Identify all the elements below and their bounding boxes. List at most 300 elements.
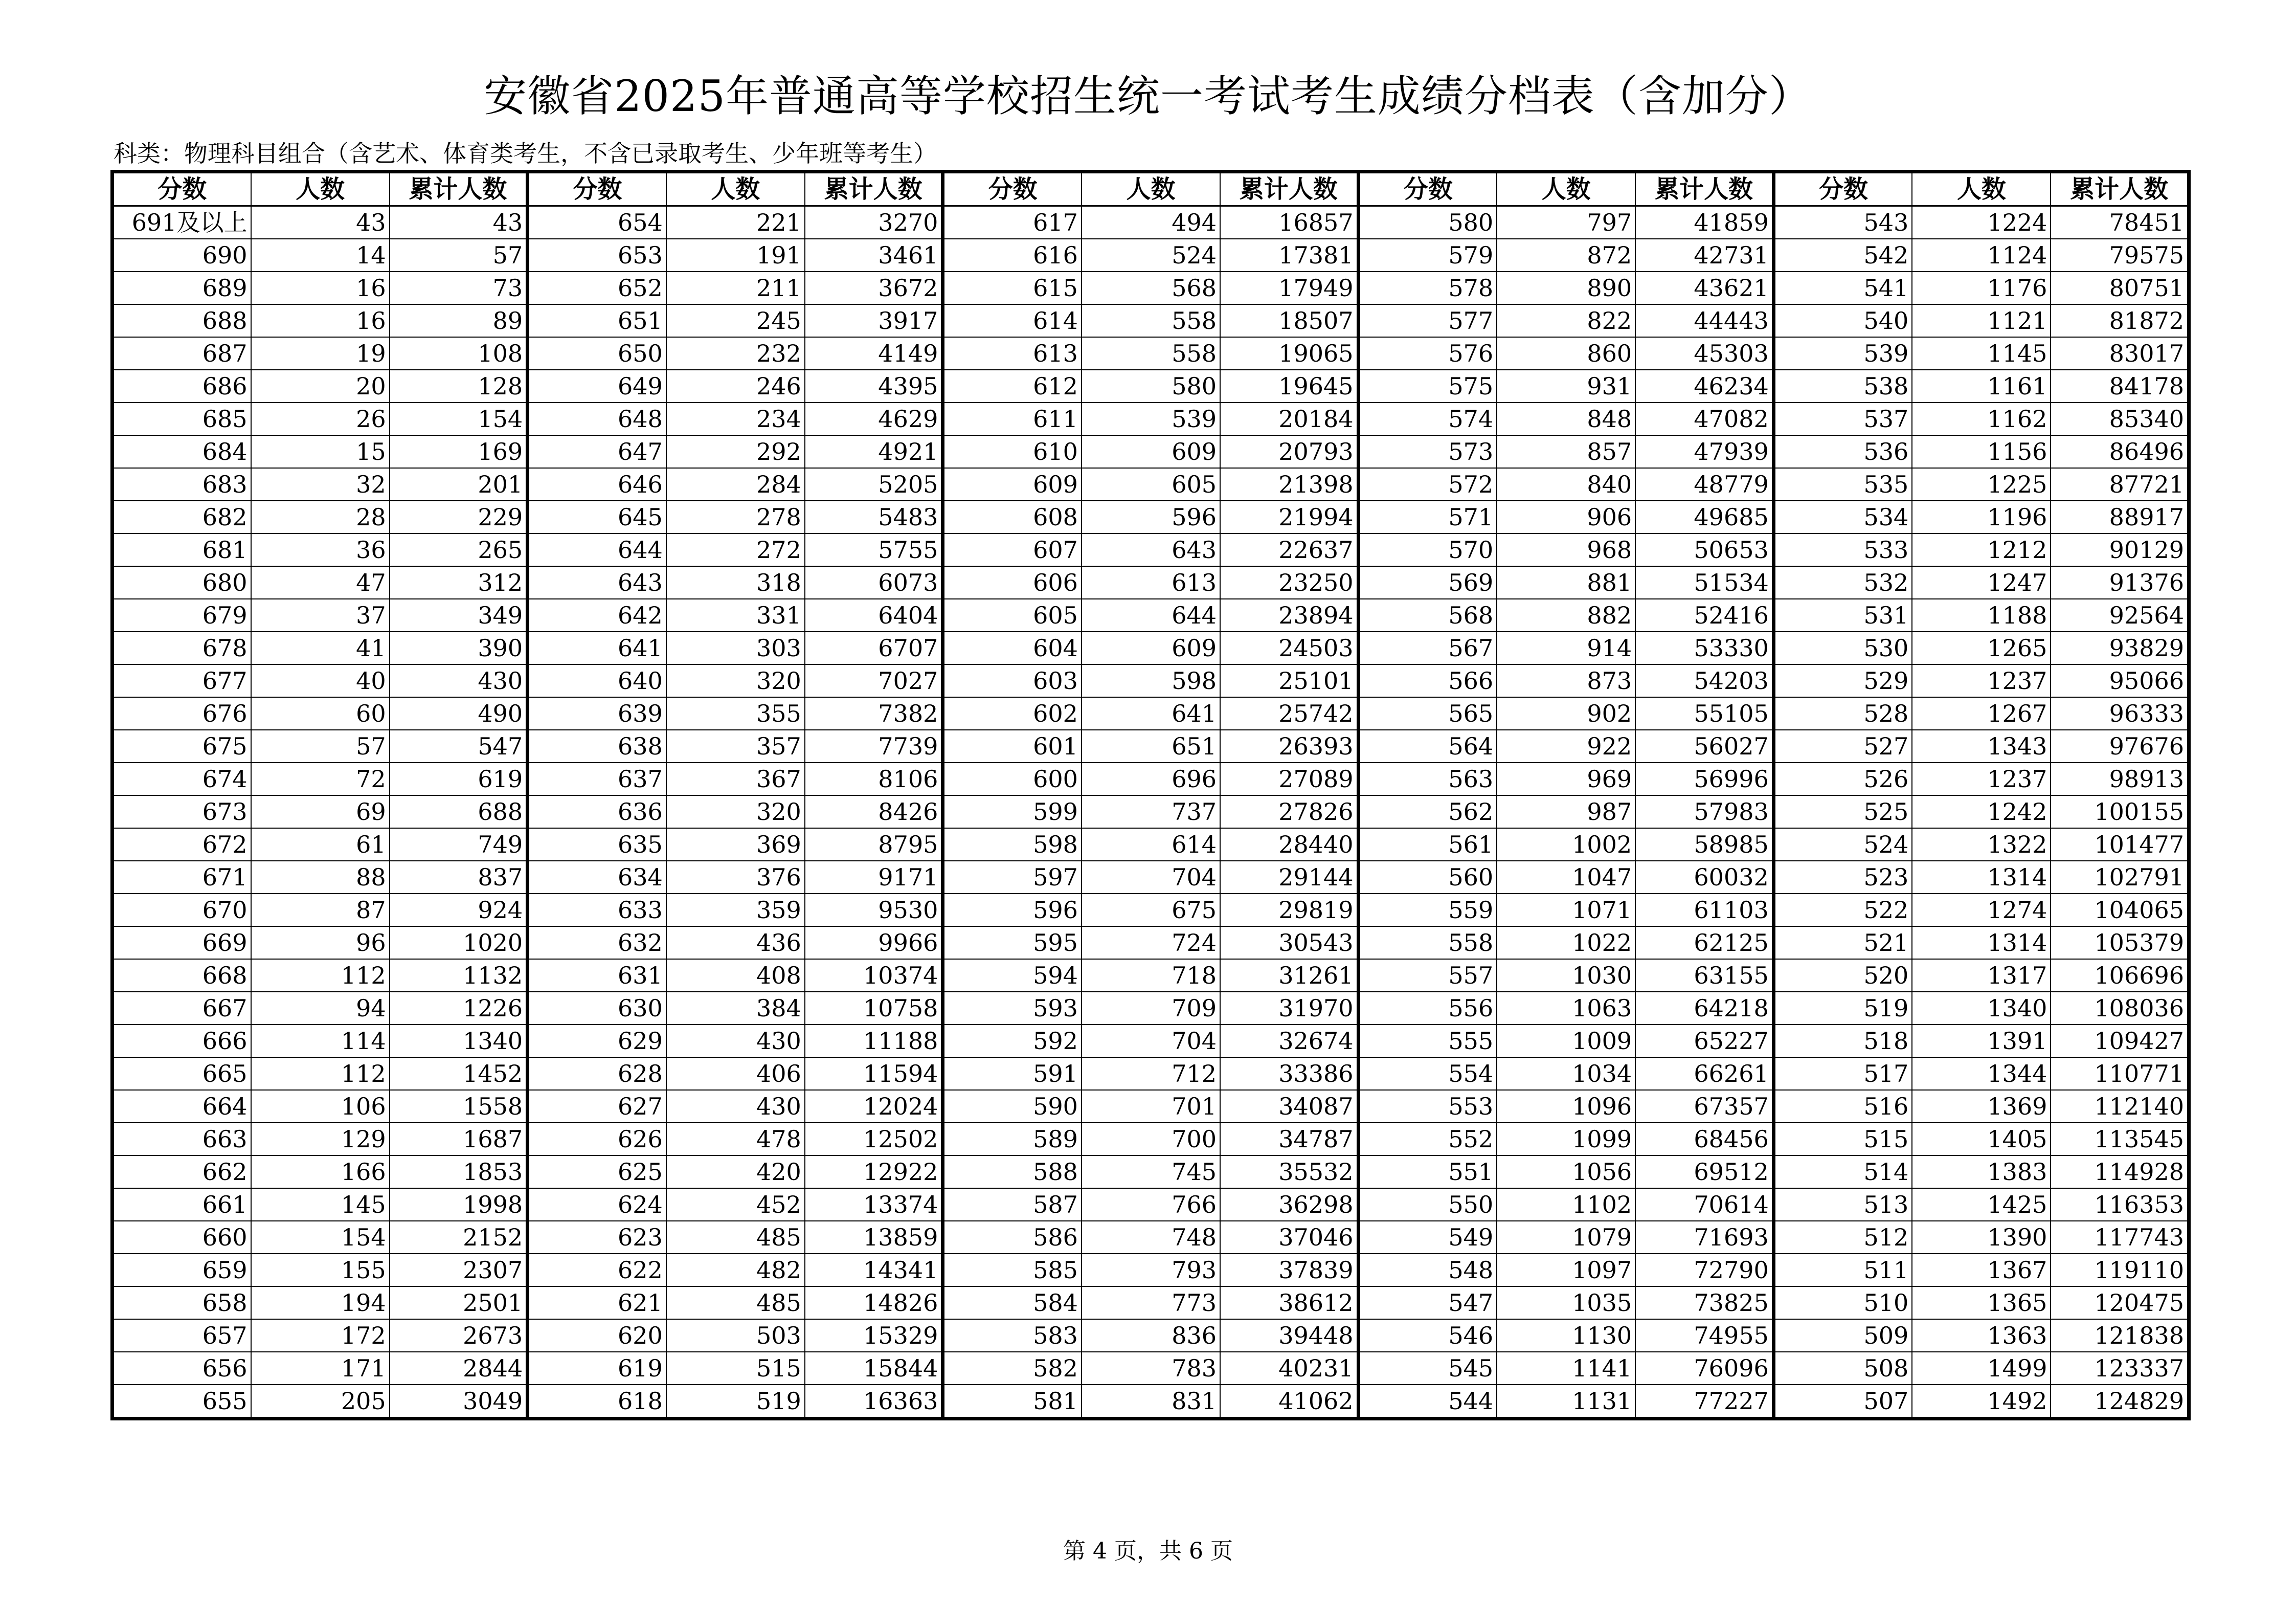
cumulative-cell: 5205 xyxy=(805,468,943,501)
cumulative-cell: 490 xyxy=(390,697,528,730)
count-cell: 478 xyxy=(666,1123,805,1155)
score-cell: 522 xyxy=(1773,894,1912,926)
cumulative-cell: 201 xyxy=(390,468,528,501)
score-cell: 577 xyxy=(1358,304,1497,337)
count-cell: 40 xyxy=(251,664,390,697)
header-cumulative: 累计人数 xyxy=(805,172,943,206)
cumulative-cell: 61103 xyxy=(1635,894,1773,926)
cumulative-cell: 73 xyxy=(390,272,528,304)
score-cell: 651 xyxy=(528,304,666,337)
score-cell: 567 xyxy=(1358,632,1497,664)
count-cell: 36 xyxy=(251,533,390,566)
score-cell: 649 xyxy=(528,370,666,403)
score-cell: 530 xyxy=(1773,632,1912,664)
count-cell: 1247 xyxy=(1912,566,2051,599)
cumulative-cell: 12502 xyxy=(805,1123,943,1155)
count-cell: 47 xyxy=(251,566,390,599)
count-cell: 87 xyxy=(251,894,390,926)
score-cell: 673 xyxy=(112,795,251,828)
count-cell: 155 xyxy=(251,1254,390,1286)
score-cell: 601 xyxy=(943,730,1082,763)
score-cell: 565 xyxy=(1358,697,1497,730)
table-row xyxy=(112,730,2189,763)
score-cell: 687 xyxy=(112,337,251,370)
cumulative-cell: 41062 xyxy=(1220,1385,1358,1419)
cumulative-cell: 73825 xyxy=(1635,1286,1773,1319)
cumulative-cell: 83017 xyxy=(2051,337,2189,370)
table-row xyxy=(112,894,2189,926)
cumulative-cell: 16857 xyxy=(1220,206,1358,239)
count-cell: 704 xyxy=(1082,1025,1220,1057)
count-cell: 696 xyxy=(1082,763,1220,795)
table-row xyxy=(112,632,2189,664)
cumulative-cell: 1998 xyxy=(390,1188,528,1221)
cumulative-cell: 12922 xyxy=(805,1155,943,1188)
score-cell: 604 xyxy=(943,632,1082,664)
count-cell: 524 xyxy=(1082,239,1220,272)
score-cell: 557 xyxy=(1358,959,1497,992)
score-cell: 534 xyxy=(1773,501,1912,533)
count-cell: 26 xyxy=(251,403,390,435)
score-cell: 584 xyxy=(943,1286,1082,1319)
score-cell: 632 xyxy=(528,926,666,959)
score-cell: 568 xyxy=(1358,599,1497,632)
count-cell: 245 xyxy=(666,304,805,337)
score-cell: 583 xyxy=(943,1319,1082,1352)
cumulative-cell: 116353 xyxy=(2051,1188,2189,1221)
cumulative-cell: 43621 xyxy=(1635,272,1773,304)
cumulative-cell: 6707 xyxy=(805,632,943,664)
cumulative-cell: 2844 xyxy=(390,1352,528,1385)
header-count: 人数 xyxy=(1497,172,1635,206)
count-cell: 704 xyxy=(1082,861,1220,894)
cumulative-cell: 9171 xyxy=(805,861,943,894)
score-cell: 636 xyxy=(528,795,666,828)
count-cell: 709 xyxy=(1082,992,1220,1025)
cumulative-cell: 80751 xyxy=(2051,272,2189,304)
cumulative-cell: 72790 xyxy=(1635,1254,1773,1286)
cumulative-cell: 15329 xyxy=(805,1319,943,1352)
count-cell: 284 xyxy=(666,468,805,501)
header-cumulative: 累计人数 xyxy=(2051,172,2189,206)
count-cell: 1002 xyxy=(1497,828,1635,861)
count-cell: 72 xyxy=(251,763,390,795)
cumulative-cell: 113545 xyxy=(2051,1123,2189,1155)
count-cell: 1130 xyxy=(1497,1319,1635,1352)
cumulative-cell: 128 xyxy=(390,370,528,403)
count-cell: 1212 xyxy=(1912,533,2051,566)
score-cell: 656 xyxy=(112,1352,251,1385)
count-cell: 1102 xyxy=(1497,1188,1635,1221)
cumulative-cell: 106696 xyxy=(2051,959,2189,992)
count-cell: 1237 xyxy=(1912,763,2051,795)
cumulative-cell: 229 xyxy=(390,501,528,533)
score-cell: 543 xyxy=(1773,206,1912,239)
table-row xyxy=(112,239,2189,272)
cumulative-cell: 30543 xyxy=(1220,926,1358,959)
header-cumulative: 累计人数 xyxy=(1635,172,1773,206)
count-cell: 320 xyxy=(666,795,805,828)
score-cell: 518 xyxy=(1773,1025,1912,1057)
score-cell: 587 xyxy=(943,1188,1082,1221)
count-cell: 1071 xyxy=(1497,894,1635,926)
cumulative-cell: 62125 xyxy=(1635,926,1773,959)
score-cell: 578 xyxy=(1358,272,1497,304)
count-cell: 1274 xyxy=(1912,894,2051,926)
table-row xyxy=(112,1286,2189,1319)
cumulative-cell: 25101 xyxy=(1220,664,1358,697)
score-cell: 658 xyxy=(112,1286,251,1319)
count-cell: 605 xyxy=(1082,468,1220,501)
score-cell: 654 xyxy=(528,206,666,239)
table-row xyxy=(112,697,2189,730)
score-cell: 605 xyxy=(943,599,1082,632)
count-cell: 797 xyxy=(1497,206,1635,239)
cumulative-cell: 36298 xyxy=(1220,1188,1358,1221)
count-cell: 1156 xyxy=(1912,435,2051,468)
score-cell: 576 xyxy=(1358,337,1497,370)
count-cell: 32 xyxy=(251,468,390,501)
count-cell: 860 xyxy=(1497,337,1635,370)
score-cell: 666 xyxy=(112,1025,251,1057)
score-cell: 678 xyxy=(112,632,251,664)
count-cell: 1063 xyxy=(1497,992,1635,1025)
score-cell: 531 xyxy=(1773,599,1912,632)
count-cell: 539 xyxy=(1082,403,1220,435)
count-cell: 748 xyxy=(1082,1221,1220,1254)
table-row xyxy=(112,795,2189,828)
count-cell: 831 xyxy=(1082,1385,1220,1419)
table-row xyxy=(112,1057,2189,1090)
cumulative-cell: 43 xyxy=(390,206,528,239)
count-cell: 1367 xyxy=(1912,1254,2051,1286)
score-cell: 586 xyxy=(943,1221,1082,1254)
count-cell: 643 xyxy=(1082,533,1220,566)
cumulative-cell: 90129 xyxy=(2051,533,2189,566)
score-cell: 507 xyxy=(1773,1385,1912,1419)
score-cell: 594 xyxy=(943,959,1082,992)
count-cell: 1492 xyxy=(1912,1385,2051,1419)
header-count: 人数 xyxy=(1082,172,1220,206)
count-cell: 221 xyxy=(666,206,805,239)
score-cell: 653 xyxy=(528,239,666,272)
table-row xyxy=(112,337,2189,370)
cumulative-cell: 119110 xyxy=(2051,1254,2189,1286)
score-cell: 582 xyxy=(943,1352,1082,1385)
score-cell: 547 xyxy=(1358,1286,1497,1319)
count-cell: 60 xyxy=(251,697,390,730)
score-cell: 572 xyxy=(1358,468,1497,501)
cumulative-cell: 27826 xyxy=(1220,795,1358,828)
cumulative-cell: 53330 xyxy=(1635,632,1773,664)
count-cell: 1188 xyxy=(1912,599,2051,632)
score-cell: 526 xyxy=(1773,763,1912,795)
score-distribution-table xyxy=(110,170,2191,1420)
cumulative-cell: 40231 xyxy=(1220,1352,1358,1385)
score-cell: 616 xyxy=(943,239,1082,272)
score-cell: 602 xyxy=(943,697,1082,730)
cumulative-cell: 547 xyxy=(390,730,528,763)
score-cell: 591 xyxy=(943,1057,1082,1090)
score-cell: 618 xyxy=(528,1385,666,1419)
score-cell: 688 xyxy=(112,304,251,337)
count-cell: 1383 xyxy=(1912,1155,2051,1188)
cumulative-cell: 10374 xyxy=(805,959,943,992)
table-row xyxy=(112,763,2189,795)
cumulative-cell: 51534 xyxy=(1635,566,1773,599)
score-cell: 624 xyxy=(528,1188,666,1221)
count-cell: 194 xyxy=(251,1286,390,1319)
count-cell: 246 xyxy=(666,370,805,403)
score-cell: 650 xyxy=(528,337,666,370)
score-cell: 652 xyxy=(528,272,666,304)
cumulative-cell: 20793 xyxy=(1220,435,1358,468)
cumulative-cell: 15844 xyxy=(805,1352,943,1385)
count-cell: 494 xyxy=(1082,206,1220,239)
table-row xyxy=(112,1352,2189,1385)
score-cell: 623 xyxy=(528,1221,666,1254)
count-cell: 700 xyxy=(1082,1123,1220,1155)
count-cell: 320 xyxy=(666,664,805,697)
count-cell: 724 xyxy=(1082,926,1220,959)
count-cell: 1344 xyxy=(1912,1057,2051,1090)
cumulative-cell: 93829 xyxy=(2051,632,2189,664)
cumulative-cell: 35532 xyxy=(1220,1155,1358,1188)
cumulative-cell: 77227 xyxy=(1635,1385,1773,1419)
cumulative-cell: 38612 xyxy=(1220,1286,1358,1319)
score-cell: 611 xyxy=(943,403,1082,435)
count-cell: 1224 xyxy=(1912,206,2051,239)
count-cell: 112 xyxy=(251,959,390,992)
cumulative-cell: 13859 xyxy=(805,1221,943,1254)
cumulative-cell: 4395 xyxy=(805,370,943,403)
cumulative-cell: 11188 xyxy=(805,1025,943,1057)
cumulative-cell: 71693 xyxy=(1635,1221,1773,1254)
score-cell: 548 xyxy=(1358,1254,1497,1286)
count-cell: 737 xyxy=(1082,795,1220,828)
table-row xyxy=(112,468,2189,501)
count-cell: 482 xyxy=(666,1254,805,1286)
count-cell: 1035 xyxy=(1497,1286,1635,1319)
cumulative-cell: 79575 xyxy=(2051,239,2189,272)
count-cell: 485 xyxy=(666,1286,805,1319)
score-cell: 638 xyxy=(528,730,666,763)
count-cell: 211 xyxy=(666,272,805,304)
count-cell: 515 xyxy=(666,1352,805,1385)
cumulative-cell: 1020 xyxy=(390,926,528,959)
cumulative-cell: 65227 xyxy=(1635,1025,1773,1057)
count-cell: 1391 xyxy=(1912,1025,2051,1057)
count-cell: 882 xyxy=(1497,599,1635,632)
score-cell: 686 xyxy=(112,370,251,403)
count-cell: 596 xyxy=(1082,501,1220,533)
count-cell: 20 xyxy=(251,370,390,403)
score-cell: 645 xyxy=(528,501,666,533)
count-cell: 1131 xyxy=(1497,1385,1635,1419)
score-cell: 609 xyxy=(943,468,1082,501)
cumulative-cell: 98913 xyxy=(2051,763,2189,795)
page-title: 安徽省2025年普通高等学校招生统一考试考生成绩分档表（含加分） xyxy=(484,71,1812,121)
score-cell: 644 xyxy=(528,533,666,566)
count-cell: 922 xyxy=(1497,730,1635,763)
table-row xyxy=(112,599,2189,632)
cumulative-cell: 37046 xyxy=(1220,1221,1358,1254)
count-cell: 1314 xyxy=(1912,926,2051,959)
cumulative-cell: 20184 xyxy=(1220,403,1358,435)
cumulative-cell: 13374 xyxy=(805,1188,943,1221)
count-cell: 1056 xyxy=(1497,1155,1635,1188)
score-cell: 648 xyxy=(528,403,666,435)
score-cell: 511 xyxy=(1773,1254,1912,1286)
cumulative-cell: 63155 xyxy=(1635,959,1773,992)
score-cell: 564 xyxy=(1358,730,1497,763)
count-cell: 292 xyxy=(666,435,805,468)
cumulative-cell: 19065 xyxy=(1220,337,1358,370)
score-cell: 554 xyxy=(1358,1057,1497,1090)
table-row xyxy=(112,206,2189,239)
score-cell: 626 xyxy=(528,1123,666,1155)
header-count: 人数 xyxy=(251,172,390,206)
score-cell: 600 xyxy=(943,763,1082,795)
count-cell: 41 xyxy=(251,632,390,664)
cumulative-cell: 97676 xyxy=(2051,730,2189,763)
count-cell: 232 xyxy=(666,337,805,370)
cumulative-cell: 6073 xyxy=(805,566,943,599)
score-cell: 513 xyxy=(1773,1188,1912,1221)
count-cell: 16 xyxy=(251,304,390,337)
score-cell: 663 xyxy=(112,1123,251,1155)
count-cell: 234 xyxy=(666,403,805,435)
score-cell: 580 xyxy=(1358,206,1497,239)
cumulative-cell: 12024 xyxy=(805,1090,943,1123)
count-cell: 793 xyxy=(1082,1254,1220,1286)
cumulative-cell: 1340 xyxy=(390,1025,528,1057)
score-cell: 635 xyxy=(528,828,666,861)
cumulative-cell: 57983 xyxy=(1635,795,1773,828)
score-cell: 660 xyxy=(112,1221,251,1254)
score-cell: 540 xyxy=(1773,304,1912,337)
count-cell: 112 xyxy=(251,1057,390,1090)
count-cell: 191 xyxy=(666,239,805,272)
count-cell: 369 xyxy=(666,828,805,861)
count-cell: 1499 xyxy=(1912,1352,2051,1385)
count-cell: 783 xyxy=(1082,1352,1220,1385)
count-cell: 1047 xyxy=(1497,861,1635,894)
count-cell: 609 xyxy=(1082,435,1220,468)
score-cell: 612 xyxy=(943,370,1082,403)
count-cell: 384 xyxy=(666,992,805,1025)
score-cell: 575 xyxy=(1358,370,1497,403)
score-cell: 682 xyxy=(112,501,251,533)
count-cell: 1322 xyxy=(1912,828,2051,861)
count-cell: 355 xyxy=(666,697,805,730)
score-cell: 683 xyxy=(112,468,251,501)
score-cell: 552 xyxy=(1358,1123,1497,1155)
cumulative-cell: 114928 xyxy=(2051,1155,2189,1188)
count-cell: 857 xyxy=(1497,435,1635,468)
score-cell: 619 xyxy=(528,1352,666,1385)
cumulative-cell: 70614 xyxy=(1635,1188,1773,1221)
count-cell: 558 xyxy=(1082,337,1220,370)
score-cell: 627 xyxy=(528,1090,666,1123)
count-cell: 96 xyxy=(251,926,390,959)
cumulative-cell: 34087 xyxy=(1220,1090,1358,1123)
cumulative-cell: 100155 xyxy=(2051,795,2189,828)
cumulative-cell: 2673 xyxy=(390,1319,528,1352)
count-cell: 408 xyxy=(666,959,805,992)
count-cell: 88 xyxy=(251,861,390,894)
cumulative-cell: 3672 xyxy=(805,272,943,304)
count-cell: 205 xyxy=(251,1385,390,1419)
cumulative-cell: 124829 xyxy=(2051,1385,2189,1419)
cumulative-cell: 87721 xyxy=(2051,468,2189,501)
cumulative-cell: 34787 xyxy=(1220,1123,1358,1155)
score-cell: 659 xyxy=(112,1254,251,1286)
score-cell: 677 xyxy=(112,664,251,697)
score-cell: 621 xyxy=(528,1286,666,1319)
header-count: 人数 xyxy=(1912,172,2051,206)
table-row xyxy=(112,435,2189,468)
score-cell: 509 xyxy=(1773,1319,1912,1352)
score-cell: 665 xyxy=(112,1057,251,1090)
cumulative-cell: 37839 xyxy=(1220,1254,1358,1286)
score-cell: 662 xyxy=(112,1155,251,1188)
count-cell: 367 xyxy=(666,763,805,795)
count-cell: 14 xyxy=(251,239,390,272)
cumulative-cell: 21994 xyxy=(1220,501,1358,533)
score-cell: 527 xyxy=(1773,730,1912,763)
cumulative-cell: 25742 xyxy=(1220,697,1358,730)
table-row xyxy=(112,1025,2189,1057)
count-cell: 614 xyxy=(1082,828,1220,861)
score-cell: 533 xyxy=(1773,533,1912,566)
cumulative-cell: 169 xyxy=(390,435,528,468)
score-cell: 544 xyxy=(1358,1385,1497,1419)
table-row xyxy=(112,304,2189,337)
cumulative-cell: 60032 xyxy=(1635,861,1773,894)
cumulative-cell: 74955 xyxy=(1635,1319,1773,1352)
cumulative-cell: 102791 xyxy=(2051,861,2189,894)
score-cell: 667 xyxy=(112,992,251,1025)
score-cell: 610 xyxy=(943,435,1082,468)
count-cell: 436 xyxy=(666,926,805,959)
cumulative-cell: 52416 xyxy=(1635,599,1773,632)
cumulative-cell: 2152 xyxy=(390,1221,528,1254)
count-cell: 1121 xyxy=(1912,304,2051,337)
cumulative-cell: 41859 xyxy=(1635,206,1773,239)
header-cumulative: 累计人数 xyxy=(390,172,528,206)
cumulative-cell: 3917 xyxy=(805,304,943,337)
count-cell: 1162 xyxy=(1912,403,2051,435)
cumulative-cell: 108 xyxy=(390,337,528,370)
count-cell: 1265 xyxy=(1912,632,2051,664)
score-cell: 532 xyxy=(1773,566,1912,599)
score-cell: 589 xyxy=(943,1123,1082,1155)
score-cell: 668 xyxy=(112,959,251,992)
cumulative-cell: 18507 xyxy=(1220,304,1358,337)
count-cell: 848 xyxy=(1497,403,1635,435)
count-cell: 1034 xyxy=(1497,1057,1635,1090)
count-cell: 766 xyxy=(1082,1188,1220,1221)
score-cell: 559 xyxy=(1358,894,1497,926)
score-cell: 528 xyxy=(1773,697,1912,730)
score-cell: 630 xyxy=(528,992,666,1025)
table-row xyxy=(112,272,2189,304)
cumulative-cell: 50653 xyxy=(1635,533,1773,566)
cumulative-cell: 104065 xyxy=(2051,894,2189,926)
score-cell: 585 xyxy=(943,1254,1082,1286)
count-cell: 318 xyxy=(666,566,805,599)
